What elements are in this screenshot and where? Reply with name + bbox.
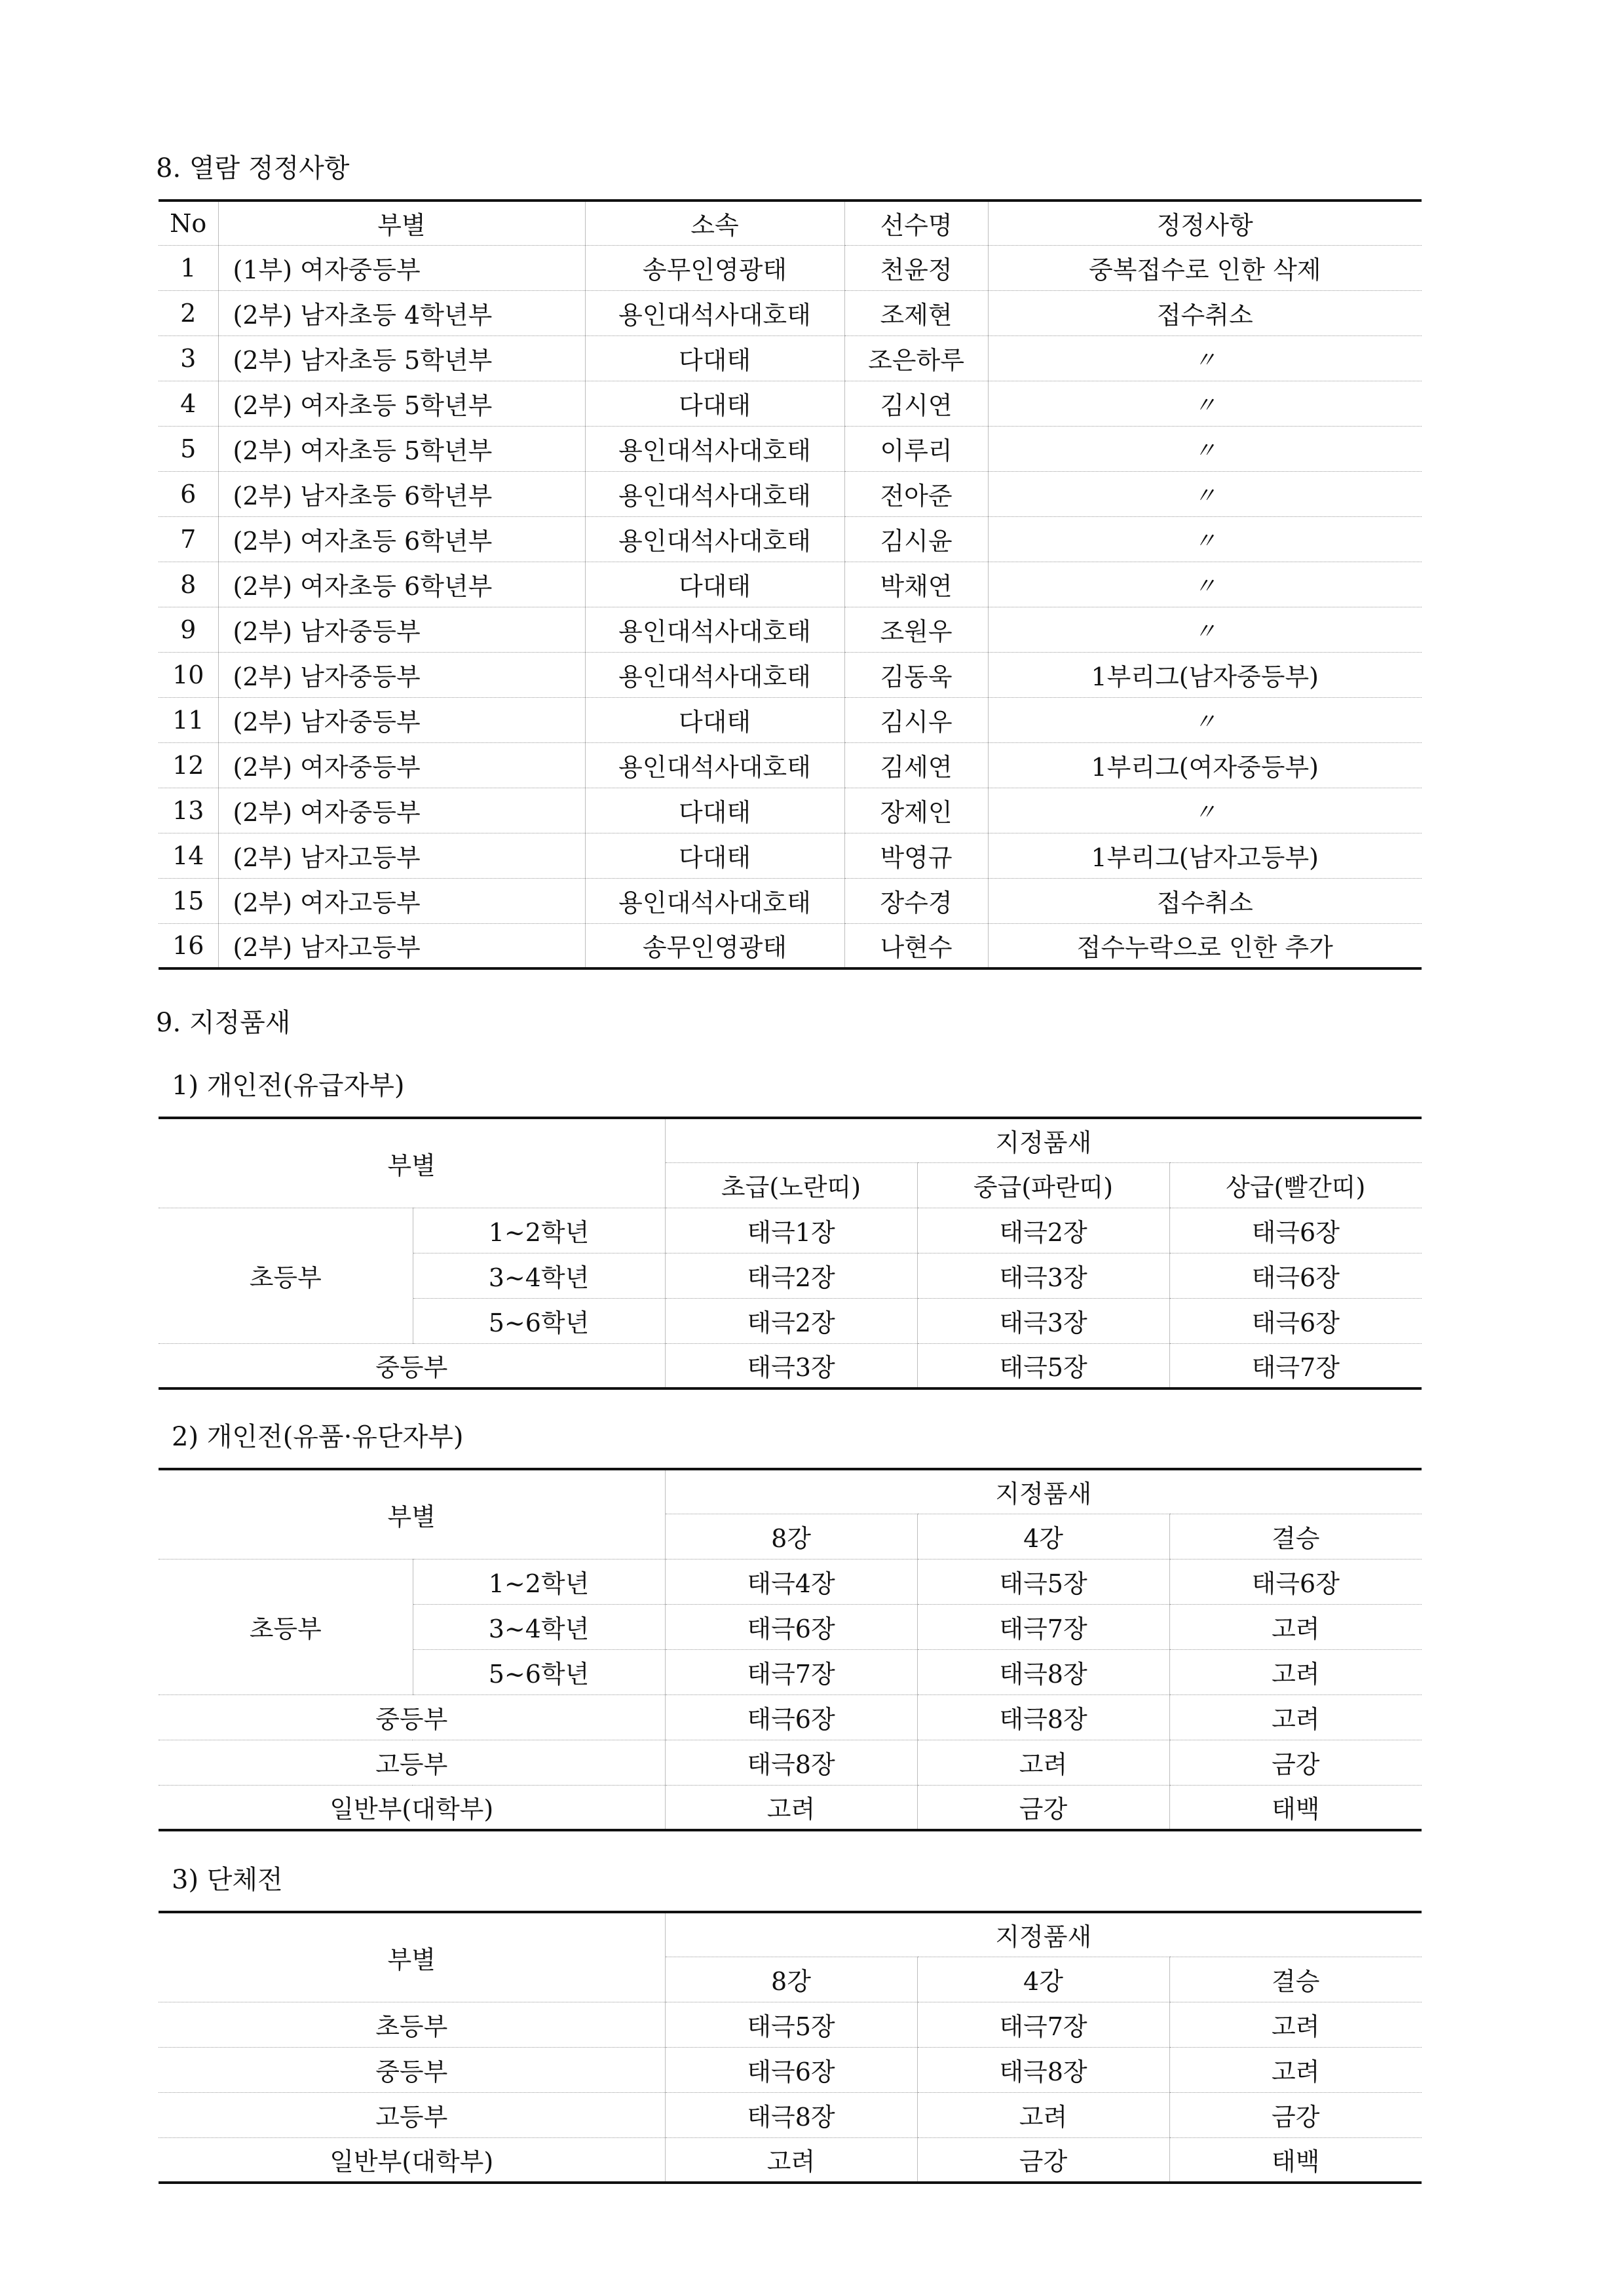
poomsae-heading: 9. 지정품새 — [156, 1008, 291, 1038]
table-row — [159, 607, 1422, 652]
division-cell: (2부) 남자중등부 — [218, 697, 585, 742]
division-cell: (2부) 남자초등 6학년부 — [218, 471, 585, 516]
table-row — [159, 381, 1422, 426]
table-row — [159, 742, 1422, 788]
column-header: 부별 — [218, 201, 585, 245]
affiliation-cell: 다대태 — [585, 833, 844, 878]
grade-cell: 5~6학년 — [413, 1298, 665, 1343]
row-number: 15 — [159, 878, 218, 923]
poomsae-cell: 태극3장 — [917, 1253, 1169, 1298]
level-header: 초급(노란띠) — [665, 1162, 917, 1208]
grade-cell: 3~4학년 — [413, 1604, 665, 1649]
poomsae-cell: 태극8장 — [917, 1694, 1169, 1740]
affiliation-cell: 다대태 — [585, 381, 844, 426]
row-number: 14 — [159, 833, 218, 878]
division-cell: (2부) 남자중등부 — [218, 652, 585, 697]
poomsae-cell: 금강 — [917, 1785, 1169, 1830]
division-cell: 초등부 — [159, 1208, 413, 1343]
player-name-cell: 김시우 — [844, 697, 988, 742]
poomsae-header: 지정품새 — [665, 1912, 1422, 1957]
row-number: 4 — [159, 381, 218, 426]
player-name-cell: 조원우 — [844, 607, 988, 652]
division-header: 부별 — [159, 1118, 665, 1208]
table-row — [159, 923, 1422, 968]
individual-dan-table — [159, 1468, 1422, 1831]
table-row — [159, 516, 1422, 562]
row-number: 6 — [159, 471, 218, 516]
division-cell: (2부) 여자중등부 — [218, 742, 585, 788]
division-cell: (2부) 여자초등 6학년부 — [218, 516, 585, 562]
poomsae-cell: 태극4장 — [665, 1559, 917, 1604]
poomsae-cell: 태극2장 — [665, 1298, 917, 1343]
poomsae-cell: 태극7장 — [917, 2002, 1169, 2047]
player-name-cell: 김시연 — [844, 381, 988, 426]
player-name-cell: 박영규 — [844, 833, 988, 878]
poomsae-cell: 태극2장 — [917, 1208, 1169, 1253]
affiliation-cell: 용인대석사대호태 — [585, 516, 844, 562]
table-row — [159, 245, 1422, 290]
correction-cell: 〃 — [988, 516, 1422, 562]
poomsae-cell: 태극6장 — [1169, 1253, 1422, 1298]
affiliation-cell: 용인대석사대호태 — [585, 878, 844, 923]
corrections-heading: 8. 열람 정정사항 — [156, 153, 350, 183]
correction-cell: 접수누락으로 인한 추가 — [988, 923, 1422, 968]
table-row — [159, 562, 1422, 607]
column-header: No — [159, 201, 218, 245]
player-name-cell: 천윤정 — [844, 245, 988, 290]
affiliation-cell: 다대태 — [585, 788, 844, 833]
poomsae-cell: 태극6장 — [1169, 1298, 1422, 1343]
affiliation-cell: 송무인영광태 — [585, 923, 844, 968]
table-row — [159, 652, 1422, 697]
division-cell: (1부) 여자중등부 — [218, 245, 585, 290]
player-name-cell: 김동욱 — [844, 652, 988, 697]
table-row — [159, 335, 1422, 381]
division-header: 부별 — [159, 1912, 665, 2002]
poomsae-cell: 고려 — [1169, 2047, 1422, 2092]
poomsae-cell: 고려 — [1169, 1649, 1422, 1694]
correction-cell: 〃 — [988, 335, 1422, 381]
level-header: 결승 — [1169, 1957, 1422, 2002]
division-cell: (2부) 여자초등 5학년부 — [218, 426, 585, 471]
poomsae-cell: 금강 — [917, 2137, 1169, 2183]
poomsae-cell: 고려 — [1169, 1694, 1422, 1740]
affiliation-cell: 다대태 — [585, 562, 844, 607]
poomsae-cell: 고려 — [917, 2092, 1169, 2137]
poomsae-cell: 태극8장 — [665, 2092, 917, 2137]
level-header: 중급(파란띠) — [917, 1162, 1169, 1208]
division-cell: 고등부 — [159, 1740, 665, 1785]
affiliation-cell: 용인대석사대호태 — [585, 426, 844, 471]
correction-cell: 〃 — [988, 697, 1422, 742]
team-heading: 3) 단체전 — [172, 1865, 283, 1895]
poomsae-cell: 태백 — [1169, 2137, 1422, 2183]
level-header: 상급(빨간띠) — [1169, 1162, 1422, 1208]
division-cell: (2부) 여자고등부 — [218, 878, 585, 923]
poomsae-cell: 태극3장 — [665, 1343, 917, 1388]
player-name-cell: 조은하루 — [844, 335, 988, 381]
poomsae-cell: 태극1장 — [665, 1208, 917, 1253]
division-cell: 일반부(대학부) — [159, 1785, 665, 1830]
division-cell: (2부) 남자고등부 — [218, 833, 585, 878]
row-number: 8 — [159, 562, 218, 607]
poomsae-cell: 태극5장 — [917, 1343, 1169, 1388]
level-header: 결승 — [1169, 1514, 1422, 1559]
poomsae-cell: 태극7장 — [665, 1649, 917, 1694]
poomsae-cell: 금강 — [1169, 1740, 1422, 1785]
division-cell: 초등부 — [159, 1559, 413, 1694]
row-number: 2 — [159, 290, 218, 335]
division-cell: (2부) 남자중등부 — [218, 607, 585, 652]
poomsae-header: 지정품새 — [665, 1118, 1422, 1162]
row-number: 3 — [159, 335, 218, 381]
division-cell: (2부) 남자고등부 — [218, 923, 585, 968]
affiliation-cell: 용인대석사대호태 — [585, 290, 844, 335]
table-row — [159, 788, 1422, 833]
poomsae-cell: 고려 — [917, 1740, 1169, 1785]
corrections-table — [159, 199, 1422, 970]
column-header: 선수명 — [844, 201, 988, 245]
row-number: 13 — [159, 788, 218, 833]
table-row — [159, 471, 1422, 516]
player-name-cell: 전아준 — [844, 471, 988, 516]
table-row — [159, 878, 1422, 923]
level-header: 4강 — [917, 1514, 1169, 1559]
affiliation-cell: 용인대석사대호태 — [585, 652, 844, 697]
division-cell: 초등부 — [159, 2002, 665, 2047]
grade-cell: 1~2학년 — [413, 1208, 665, 1253]
grade-cell: 5~6학년 — [413, 1649, 665, 1694]
player-name-cell: 나현수 — [844, 923, 988, 968]
poomsae-cell: 태극7장 — [917, 1604, 1169, 1649]
correction-cell: 〃 — [988, 471, 1422, 516]
correction-cell: 〃 — [988, 562, 1422, 607]
poomsae-cell: 태극6장 — [1169, 1208, 1422, 1253]
division-cell: 일반부(대학부) — [159, 2137, 665, 2183]
division-cell: (2부) 여자초등 6학년부 — [218, 562, 585, 607]
table-row — [159, 833, 1422, 878]
row-number: 11 — [159, 697, 218, 742]
division-cell: 중등부 — [159, 2047, 665, 2092]
player-name-cell: 김시윤 — [844, 516, 988, 562]
level-header: 4강 — [917, 1957, 1169, 2002]
correction-cell: 1부리그(남자중등부) — [988, 652, 1422, 697]
affiliation-cell: 용인대석사대호태 — [585, 742, 844, 788]
poomsae-cell: 태극6장 — [665, 1604, 917, 1649]
row-number: 12 — [159, 742, 218, 788]
affiliation-cell: 용인대석사대호태 — [585, 471, 844, 516]
table-row — [159, 426, 1422, 471]
division-cell: 중등부 — [159, 1694, 665, 1740]
player-name-cell: 조제현 — [844, 290, 988, 335]
correction-cell: 〃 — [988, 381, 1422, 426]
table-row — [159, 697, 1422, 742]
row-number: 5 — [159, 426, 218, 471]
division-cell: (2부) 여자초등 5학년부 — [218, 381, 585, 426]
grade-cell: 3~4학년 — [413, 1253, 665, 1298]
poomsae-cell: 태극6장 — [665, 2047, 917, 2092]
affiliation-cell: 다대태 — [585, 697, 844, 742]
correction-cell: 1부리그(여자중등부) — [988, 742, 1422, 788]
player-name-cell: 장수경 — [844, 878, 988, 923]
team-table — [159, 1911, 1422, 2184]
poomsae-cell: 태극5장 — [665, 2002, 917, 2047]
level-header: 8강 — [665, 1514, 917, 1559]
individual-grade-heading: 1) 개인전(유급자부) — [172, 1071, 405, 1101]
correction-cell: 접수취소 — [988, 290, 1422, 335]
correction-cell: 1부리그(남자고등부) — [988, 833, 1422, 878]
poomsae-cell: 고려 — [1169, 2002, 1422, 2047]
division-cell: (2부) 여자중등부 — [218, 788, 585, 833]
division-cell: 중등부 — [159, 1343, 665, 1388]
correction-cell: 〃 — [988, 607, 1422, 652]
poomsae-header: 지정품새 — [665, 1469, 1422, 1514]
player-name-cell: 장제인 — [844, 788, 988, 833]
poomsae-cell: 태극8장 — [665, 1740, 917, 1785]
affiliation-cell: 송무인영광태 — [585, 245, 844, 290]
correction-cell: 중복접수로 인한 삭제 — [988, 245, 1422, 290]
correction-cell: 〃 — [988, 788, 1422, 833]
player-name-cell: 이루리 — [844, 426, 988, 471]
individual-grade-table — [159, 1117, 1422, 1390]
table-row — [159, 290, 1422, 335]
poomsae-cell: 태극6장 — [665, 1694, 917, 1740]
poomsae-cell: 태극2장 — [665, 1253, 917, 1298]
poomsae-cell: 태극3장 — [917, 1298, 1169, 1343]
row-number: 9 — [159, 607, 218, 652]
poomsae-cell: 고려 — [665, 1785, 917, 1830]
player-name-cell: 김세연 — [844, 742, 988, 788]
poomsae-cell: 금강 — [1169, 2092, 1422, 2137]
row-number: 1 — [159, 245, 218, 290]
poomsae-cell: 고려 — [1169, 1604, 1422, 1649]
division-cell: (2부) 남자초등 4학년부 — [218, 290, 585, 335]
poomsae-cell: 고려 — [665, 2137, 917, 2183]
division-cell: 고등부 — [159, 2092, 665, 2137]
affiliation-cell: 용인대석사대호태 — [585, 607, 844, 652]
correction-cell: 접수취소 — [988, 878, 1422, 923]
division-cell: (2부) 남자초등 5학년부 — [218, 335, 585, 381]
affiliation-cell: 다대태 — [585, 335, 844, 381]
column-header: 정정사항 — [988, 201, 1422, 245]
poomsae-cell: 태극5장 — [917, 1559, 1169, 1604]
division-header: 부별 — [159, 1469, 665, 1559]
row-number: 10 — [159, 652, 218, 697]
grade-cell: 1~2학년 — [413, 1559, 665, 1604]
row-number: 16 — [159, 923, 218, 968]
poomsae-cell: 태극8장 — [917, 2047, 1169, 2092]
poomsae-cell: 태극8장 — [917, 1649, 1169, 1694]
poomsae-cell: 태극6장 — [1169, 1559, 1422, 1604]
correction-cell: 〃 — [988, 426, 1422, 471]
row-number: 7 — [159, 516, 218, 562]
player-name-cell: 박채연 — [844, 562, 988, 607]
level-header: 8강 — [665, 1957, 917, 2002]
poomsae-cell: 태극7장 — [1169, 1343, 1422, 1388]
poomsae-cell: 태백 — [1169, 1785, 1422, 1830]
column-header: 소속 — [585, 201, 844, 245]
individual-dan-heading: 2) 개인전(유품·유단자부) — [172, 1422, 464, 1452]
